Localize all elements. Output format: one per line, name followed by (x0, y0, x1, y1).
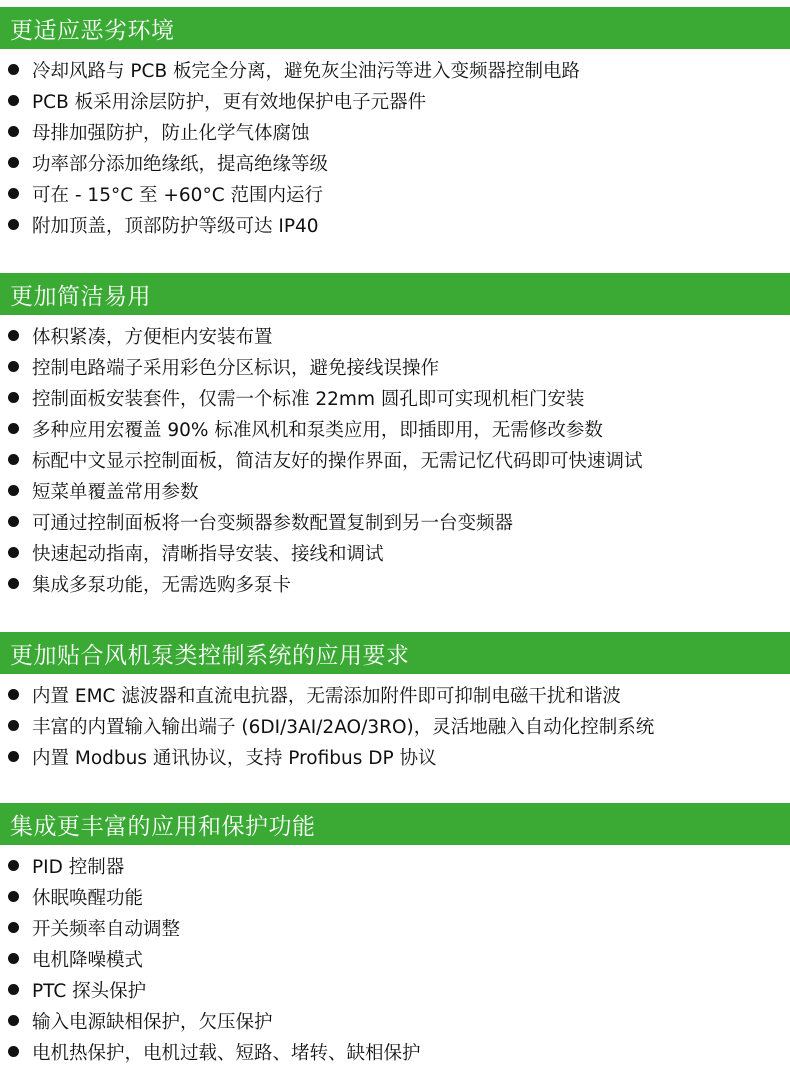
bullet-icon (8, 1015, 19, 1026)
bullet-icon (8, 922, 19, 933)
bullet-icon (8, 984, 19, 995)
list-item-text: PTC 探头保护 (32, 980, 147, 1002)
section-protection-functions (0, 803, 790, 1067)
list-item-text: 电机热保护，电机过载、短路、堵转、缺相保护 (32, 1042, 421, 1064)
section-fan-pump-control (0, 632, 790, 772)
bullet-icon (8, 516, 19, 527)
bullet-icon (8, 126, 19, 137)
feature-list (0, 679, 790, 772)
bullet-icon (8, 330, 19, 341)
bullet-icon (8, 578, 19, 589)
list-item (0, 679, 790, 710)
bullet-icon (8, 219, 19, 230)
list-item (0, 943, 790, 974)
list-item (0, 413, 790, 444)
list-item (0, 881, 790, 912)
list-item-text: PCB 板采用涂层防护，更有效地保护电子元器件 (32, 91, 427, 113)
section-header (0, 7, 790, 49)
list-item-text: 可在 - 15°C 至 +60°C 范围内运行 (32, 184, 323, 206)
section-header (0, 632, 790, 674)
section-title: 更适应恶劣环境 (10, 17, 175, 44)
section-harsh-environment (0, 7, 790, 240)
list-item (0, 382, 790, 413)
list-item (0, 710, 790, 741)
list-item-text: 体积紧凑，方便柜内安装布置 (32, 326, 273, 348)
section-title: 更加简洁易用 (10, 283, 151, 310)
bullet-icon (8, 392, 19, 403)
bullet-icon (8, 454, 19, 465)
list-item (0, 912, 790, 943)
list-item-text: 短菜单覆盖常用参数 (32, 481, 199, 503)
bullet-icon (8, 188, 19, 199)
list-item-text: 内置 EMC 滤波器和直流电抗器，无需添加附件即可抑制电磁干扰和谐波 (32, 685, 621, 707)
list-item (0, 475, 790, 506)
list-item (0, 537, 790, 568)
bullet-icon (8, 157, 19, 168)
section-header (0, 273, 790, 315)
list-item (0, 147, 790, 178)
section-title: 更加贴合风机泵类控制系统的应用要求 (10, 642, 410, 669)
bullet-icon (8, 547, 19, 558)
list-item-text: 丰富的内置输入输出端子 (6DI/3AI/2AO/3RO)，灵活地融入自动化控制系统 (32, 716, 655, 738)
bullet-icon (8, 423, 19, 434)
list-item (0, 85, 790, 116)
list-item (0, 444, 790, 475)
section-header (0, 803, 790, 845)
feature-list (0, 850, 790, 1067)
list-item (0, 850, 790, 881)
list-item-text: 内置 Modbus 通讯协议，支持 Profibus DP 协议 (32, 747, 437, 769)
bullet-icon (8, 720, 19, 731)
list-item (0, 351, 790, 382)
list-item-text: 输入电源缺相保护，欠压保护 (32, 1011, 273, 1033)
list-item-text: 母排加强防护，防止化学气体腐蚀 (32, 122, 310, 144)
list-item-text: 控制面板安装套件，仅需一个标准 22mm 圆孔即可实现机柜门安装 (32, 388, 585, 410)
list-item-text: 标配中文显示控制面板，简洁友好的操作界面，无需记忆代码即可快速调试 (32, 450, 643, 472)
list-item-text: 控制电路端子采用彩色分区标识，避免接线误操作 (32, 357, 440, 379)
bullet-icon (8, 1046, 19, 1057)
list-item-text: 可通过控制面板将一台变频器参数配置复制到另一台变频器 (32, 512, 514, 534)
list-item-text: 多种应用宏覆盖 90% 标准风机和泵类应用，即插即用，无需修改参数 (32, 419, 603, 441)
list-item-text: 附加顶盖，顶部防护等级可达 IP40 (32, 215, 319, 237)
feature-list (0, 54, 790, 240)
list-item-text: 集成多泵功能，无需选购多泵卡 (32, 574, 292, 596)
bullet-icon (8, 361, 19, 372)
list-item-text: 快速起动指南，清晰指导安装、接线和调试 (32, 543, 384, 565)
list-item-text: PID 控制器 (32, 856, 125, 878)
list-item (0, 116, 790, 147)
bullet-icon (8, 953, 19, 964)
list-item (0, 320, 790, 351)
list-item-text: 功率部分添加绝缘纸，提高绝缘等级 (32, 153, 329, 175)
list-item (0, 1036, 790, 1067)
bullet-icon (8, 860, 19, 871)
bullet-icon (8, 485, 19, 496)
list-item-text: 冷却风路与 PCB 板完全分离，避免灰尘油污等进入变频器控制电路 (32, 60, 581, 82)
bullet-icon (8, 64, 19, 75)
list-item-text: 电机降噪模式 (32, 949, 144, 971)
section-title: 集成更丰富的应用和保护功能 (10, 813, 316, 840)
list-item (0, 209, 790, 240)
list-item (0, 1005, 790, 1036)
feature-list (0, 320, 790, 599)
list-item (0, 741, 790, 772)
bullet-icon (8, 751, 19, 762)
bullet-icon (8, 95, 19, 106)
bullet-icon (8, 891, 19, 902)
list-item (0, 568, 790, 599)
list-item (0, 506, 790, 537)
list-item (0, 178, 790, 209)
bullet-icon (8, 689, 19, 700)
list-item (0, 54, 790, 85)
list-item (0, 974, 790, 1005)
list-item-text: 休眠唤醒功能 (32, 887, 144, 909)
list-item-text: 开关频率自动调整 (32, 918, 181, 940)
section-simple-easy (0, 273, 790, 599)
